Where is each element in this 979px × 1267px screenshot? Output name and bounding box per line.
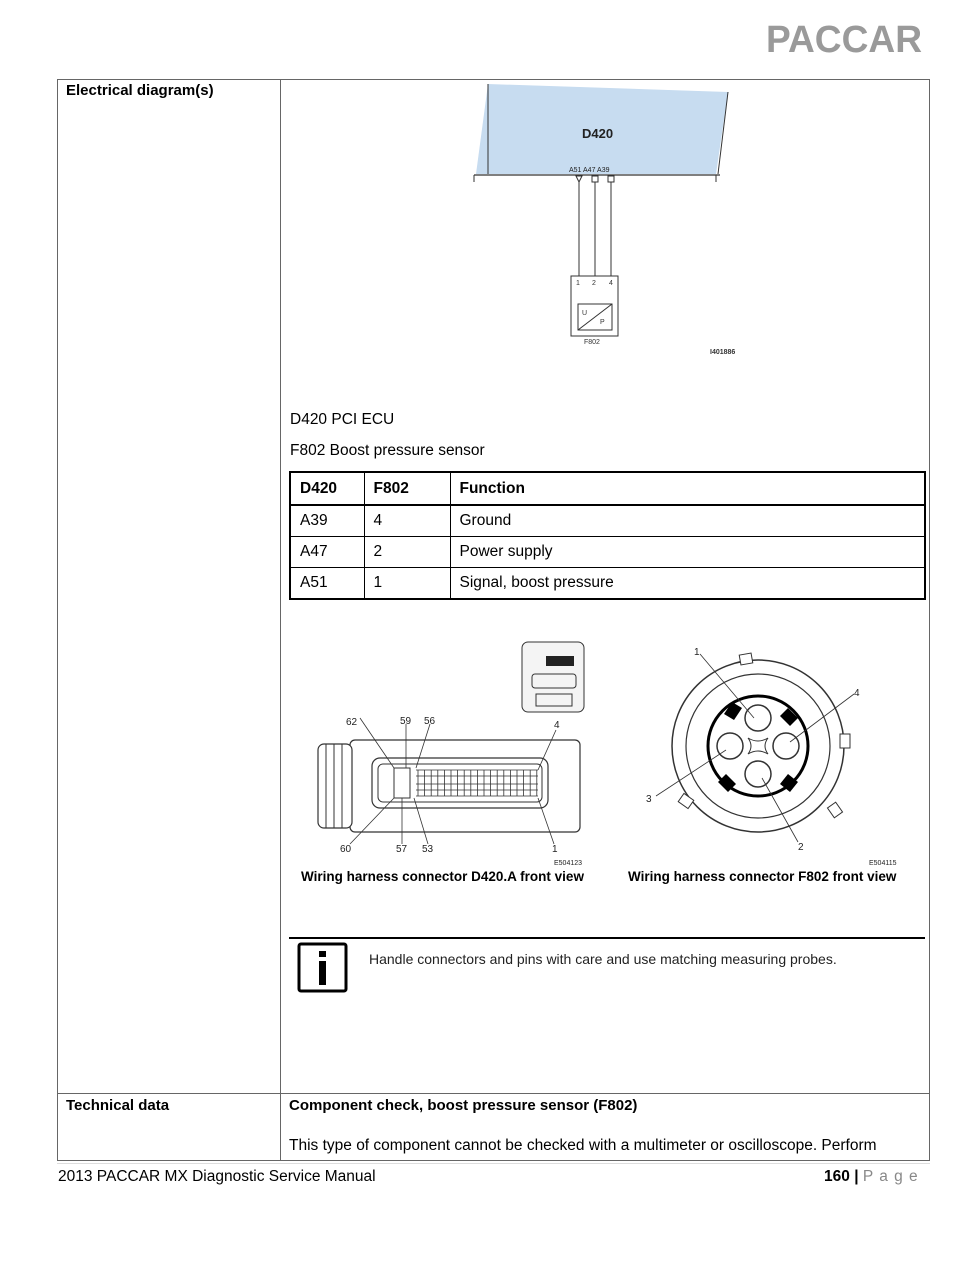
paccar-logo	[766, 20, 924, 56]
connector-f802-drawing	[640, 638, 910, 870]
pin-table	[289, 471, 926, 600]
table-row: A39 4 Ground	[290, 505, 925, 537]
table-row: A47 2 Power supply	[290, 537, 925, 568]
svg-text:53: 53	[422, 844, 434, 855]
technical-data-label: Technical data	[66, 1097, 170, 1114]
legend-f802: F802 Boost pressure sensor	[290, 442, 485, 459]
svg-text:57: 57	[396, 844, 408, 855]
svg-text:P: P	[600, 319, 605, 326]
sensor-pin-4: 4	[609, 280, 613, 287]
connector-d420a-drawing	[300, 638, 600, 870]
svg-text:60: 60	[340, 844, 352, 855]
logo-text: PACCAR	[766, 20, 922, 56]
header-function: Function	[450, 472, 925, 505]
footer-rule	[57, 1163, 930, 1164]
caption-d420a: Wiring harness connector D420.A front view	[301, 869, 584, 884]
svg-text:4: 4	[854, 688, 860, 699]
svg-text:4: 4	[554, 720, 560, 731]
svg-text:56: 56	[424, 716, 436, 727]
technical-heading: Component check, boost pressure sensor (F802)	[289, 1097, 638, 1114]
svg-text:59: 59	[400, 716, 412, 727]
footer-page: 160 | P a g e	[824, 1168, 919, 1185]
technical-body: This type of component cannot be checked with a multimeter or oscilloscope. Perform	[289, 1137, 877, 1154]
svg-text:U: U	[582, 310, 588, 317]
column-divider	[280, 79, 281, 1161]
svg-text:2: 2	[798, 842, 804, 853]
electrical-diagram-label: Electrical diagram(s)	[66, 82, 214, 99]
electrical-schematic	[470, 82, 760, 367]
note-text: Handle connectors and pins with care and use matching measuring probes.	[369, 951, 837, 967]
pin-table-header	[290, 472, 925, 505]
svg-text:1: 1	[694, 647, 700, 658]
svg-text:62: 62	[346, 717, 358, 728]
row-divider	[57, 1093, 930, 1094]
header-d420: D420	[290, 472, 364, 505]
svg-text:1: 1	[552, 844, 558, 855]
caption-f802: Wiring harness connector F802 front view	[628, 869, 897, 884]
page-word: P a g e	[862, 1168, 919, 1185]
info-icon	[297, 942, 349, 994]
svg-text:3: 3	[646, 794, 652, 805]
note-divider	[289, 937, 925, 939]
sensor-pin-1: 1	[576, 280, 580, 287]
ecu-pins: A51 A47 A39	[569, 167, 610, 174]
footer-title: 2013 PACCAR MX Diagnostic Service Manual	[58, 1168, 376, 1185]
header-f802: F802	[364, 472, 450, 505]
legend-d420: D420 PCI ECU	[290, 411, 395, 428]
svg-text:E504123: E504123	[554, 860, 583, 867]
table-row: A51 1 Signal, boost pressure	[290, 568, 925, 600]
page-number: 160	[824, 1168, 850, 1185]
svg-text:E504115: E504115	[869, 860, 897, 867]
ecu-label: D420	[582, 126, 614, 141]
figure-id: I401886	[710, 349, 736, 356]
sensor-pin-2: 2	[592, 280, 596, 287]
sensor-label: F802	[584, 339, 600, 346]
